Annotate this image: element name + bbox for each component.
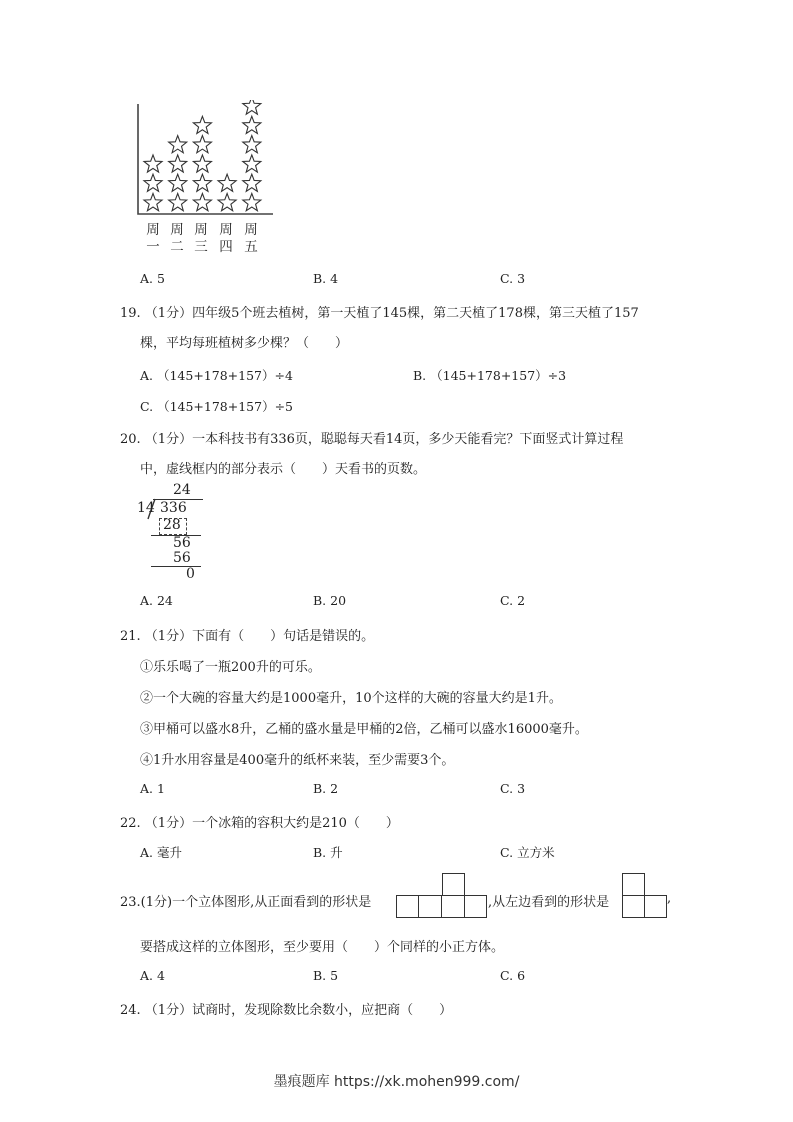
front-view-square — [464, 895, 487, 918]
left-view-figure — [622, 873, 668, 919]
q18-option-a[interactable]: A. 5 — [140, 271, 165, 286]
star-icon — [169, 155, 187, 172]
q21-option-c[interactable]: C. 3 — [500, 781, 526, 796]
star-icon — [218, 194, 236, 211]
q23-text-part2: ,从左边看到的形状是 — [488, 895, 610, 910]
q20-text-line1: 20. （1分）一本科技书有336页，聪聪每天看14页，多少天能看完？下面竖式计算过程 — [120, 432, 624, 447]
star-icon — [193, 194, 211, 211]
star-icon — [169, 136, 187, 153]
front-view-figure — [396, 873, 488, 919]
star-pictograph — [128, 100, 278, 260]
weekday-label-1: 周 一 — [146, 222, 160, 255]
q22-option-b[interactable]: B. 升 — [313, 845, 343, 860]
footer-watermark: 墨痕题库 https://xk.mohen999.com/ — [273, 1074, 520, 1090]
weekday-label-2: 周 二 — [170, 222, 184, 255]
star-icon — [169, 174, 187, 191]
left-view-square — [622, 895, 645, 918]
q21-statement-2: ②一个大碗的容量大约是1000毫升，10个这样的大碗的容量大约是1升。 — [140, 691, 562, 706]
q19-option-b[interactable]: B. （145+178+157）÷3 — [413, 368, 567, 383]
star-icon — [243, 136, 261, 153]
q19-text-line1: 19. （1分）四年级5个班去植树，第一天植了145棵，第二天植了178棵，第三天植了157 — [120, 306, 639, 321]
q23-text-part1: 23.(1分)一个立体图形,从正面看到的形状是 — [120, 895, 372, 910]
q21-statement-4: ④1升水用容量是400毫升的纸杯来装，至少需要3个。 — [140, 753, 455, 768]
long-division — [135, 482, 215, 582]
division-step1: 28 — [163, 517, 181, 533]
q23-text-line2: 要搭成这样的立体图形，至少要用（ ）个同样的小正方体。 — [140, 940, 505, 955]
q21-option-a[interactable]: A. 1 — [140, 781, 165, 796]
weekday-label-4: 周 四 — [219, 222, 233, 255]
star-icon — [218, 174, 236, 191]
q20-option-c[interactable]: C. 2 — [500, 593, 526, 608]
star-icon — [193, 155, 211, 172]
q20-text-line2: 中，虚线框内的部分表示（ ）天看书的页数。 — [140, 462, 427, 477]
star-icon — [193, 174, 211, 191]
q24-text-line1: 24. （1分）试商时，发现除数比余数小，应把商（ ） — [120, 1003, 453, 1018]
q19-option-c[interactable]: C. （145+178+157）÷5 — [140, 399, 294, 414]
weekday-label-5: 周 五 — [244, 222, 258, 255]
division-remainder: 0 — [186, 566, 195, 582]
star-icon — [144, 155, 162, 172]
q23-option-b[interactable]: B. 5 — [313, 968, 339, 983]
star-icon — [243, 155, 261, 172]
star-icon — [243, 100, 261, 114]
q19-text-line2: 棵，平均每班植树多少棵？（ ） — [140, 336, 349, 351]
front-view-square — [441, 895, 465, 918]
star-icon — [193, 116, 211, 133]
front-view-square — [442, 873, 465, 896]
q21-statement-3: ③甲桶可以盛水8升，乙桶的盛水量是甲桶的2倍，乙桶可以盛水16000毫升。 — [140, 722, 588, 737]
star-icon — [144, 194, 162, 211]
q21-statement-1: ①乐乐喝了一瓶200升的可乐。 — [140, 660, 321, 675]
left-view-square — [622, 873, 645, 896]
star-icon — [169, 194, 187, 211]
division-dividend: 336 — [160, 500, 187, 516]
q23-option-a[interactable]: A. 4 — [140, 968, 165, 983]
q21-text-line1: 21. （1分）下面有（ ）句话是错误的。 — [120, 629, 375, 644]
q18-option-c[interactable]: C. 3 — [500, 271, 526, 286]
star-pictograph-graphic — [128, 100, 278, 220]
q22-option-a[interactable]: A. 毫升 — [140, 845, 182, 860]
q23-option-c[interactable]: C. 6 — [500, 968, 526, 983]
q19-option-a[interactable]: A. （145+178+157）÷4 — [140, 368, 293, 383]
q22-option-c[interactable]: C. 立方米 — [500, 845, 555, 860]
q23-text-part3: , — [667, 891, 672, 906]
q20-option-b[interactable]: B. 20 — [313, 593, 347, 608]
front-view-square — [418, 895, 442, 918]
weekday-label-3: 周 三 — [194, 222, 208, 255]
star-icon — [243, 116, 261, 133]
star-icon — [193, 136, 211, 153]
q18-option-b[interactable]: B. 4 — [313, 271, 339, 286]
division-divisor: 14 — [137, 500, 155, 516]
star-icon — [243, 174, 261, 191]
division-quotient: 24 — [173, 482, 191, 498]
division-step2: 56 — [173, 535, 191, 551]
q20-option-a[interactable]: A. 24 — [140, 593, 173, 608]
q22-text-line1: 22. （1分）一个冰箱的容积大约是210（ ） — [120, 816, 399, 831]
front-view-square — [396, 895, 419, 918]
star-icon — [144, 174, 162, 191]
left-view-square — [644, 895, 667, 918]
q21-option-b[interactable]: B. 2 — [313, 781, 339, 796]
star-icon — [243, 194, 261, 211]
division-step3: 56 — [173, 550, 191, 566]
